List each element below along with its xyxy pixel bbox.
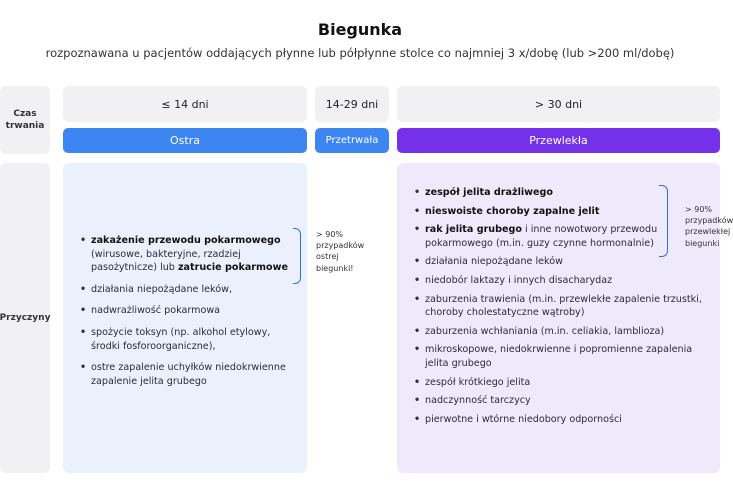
list-item	[413, 293, 713, 320]
chronic-cause-ibs: zespół jelita drażliwego	[425, 187, 553, 198]
type-chronic-text: Przewlekła	[529, 134, 588, 147]
list-item	[413, 376, 713, 390]
chronic-note: > 90% przypadków przewlekłej biegunki	[685, 205, 733, 248]
chronic-cause-malabsorption: zaburzenia wchłaniania (m.in. celiakia, lamblioza)	[425, 325, 665, 337]
row-label-duration	[0, 86, 50, 154]
list-item	[413, 205, 713, 219]
row-label-duration-line1: Czas	[13, 108, 37, 119]
page-subtitle: rozpoznawana u pacjentów oddających płynne lub półpłynne stolce co najmniej 3 x/dobę (lub >200 ml/dobę)	[45, 46, 675, 60]
duration-short	[63, 86, 307, 122]
acute-cause-drugs: działania niepożądane leków,	[91, 283, 233, 295]
acute-note: > 90% przypadków ostrej biegunki!	[316, 230, 365, 273]
chronic-cause-lactase: niedobór laktazy i innych disacharydaz	[425, 275, 613, 287]
chronic-cause-hyperthyroidism: nadczynność tarczycy	[425, 395, 531, 407]
acute-cause-food-hypersensitivity: nadwrażliwość pokarmowa	[91, 305, 221, 317]
acute-cause-infection: zakażenie przewodu pokarmowego	[91, 235, 281, 246]
list-item	[79, 326, 291, 353]
chronic-cause-colitis: mikroskopowe, niedokrwienne i popromienne zapalenia jelita grubego	[425, 344, 693, 370]
acute-brace	[293, 228, 301, 284]
type-acute-text: Ostra	[170, 134, 200, 147]
type-persistent-text: Przetrwała	[325, 135, 379, 146]
duration-short-text: ≤ 14 dni	[161, 97, 209, 111]
type-persistent	[315, 128, 389, 153]
list-item	[413, 223, 663, 250]
list-item	[79, 361, 291, 388]
duration-long-text: > 30 dni	[534, 97, 583, 111]
page-title: Biegunka	[317, 20, 403, 39]
duration-long	[397, 86, 720, 122]
list-item	[413, 186, 713, 200]
chronic-cause-short-bowel: zespół krótkiego jelita	[425, 376, 531, 388]
chronic-brace	[659, 185, 668, 257]
chronic-cause-ibd: nieswoiste choroby zapalne jelit	[425, 205, 600, 217]
chronic-cause-maldigestion: zaburzenia trawienia (m.in. przewlekłe zapalenie trzustki, choroby cholestatyczne wątroby)	[425, 293, 702, 319]
list-item	[413, 255, 713, 269]
acute-cause-infection-detail: (wirusowe, bakteryjne, rzadziej pasożytnicze) lub	[91, 248, 241, 274]
acute-cause-toxins: spożycie toksyn (np. alkohol etylowy, środki fosforoorganiczne),	[91, 327, 271, 352]
type-acute	[63, 128, 307, 153]
list-item	[413, 274, 713, 288]
list-item	[413, 394, 713, 408]
row-label-causes-text: Przyczyny	[0, 312, 51, 323]
type-chronic	[397, 128, 720, 153]
list-item	[79, 234, 291, 275]
duration-mid	[315, 86, 389, 122]
acute-cause-food-poisoning: zatrucie pokarmowe	[177, 262, 288, 274]
chronic-cause-crc-detail: i inne nowotwory przewodu pokarmowego (m.in. guzy czynne hormonalnie)	[425, 224, 658, 249]
list-item	[413, 413, 713, 427]
acute-causes-list	[79, 234, 291, 396]
list-item	[413, 343, 713, 370]
chronic-cause-drugs: działania niepożądane leków	[425, 256, 563, 268]
chronic-causes-list	[413, 186, 713, 432]
duration-mid-text: 14-29 dni	[325, 97, 379, 111]
acute-cause-diverticulitis: ostre zapalenie uchyłków niedokrwienne zapalenie jelita grubego	[91, 362, 286, 387]
chronic-cause-immunodeficiency: pierwotne i wtórne niedobory odporności	[425, 413, 622, 425]
list-item	[413, 325, 713, 339]
row-label-causes	[0, 163, 50, 473]
list-item	[79, 283, 291, 297]
row-label-duration-line2: trwania	[5, 121, 45, 131]
chronic-cause-crc: rak jelita grubego	[425, 224, 522, 236]
list-item	[79, 304, 291, 318]
